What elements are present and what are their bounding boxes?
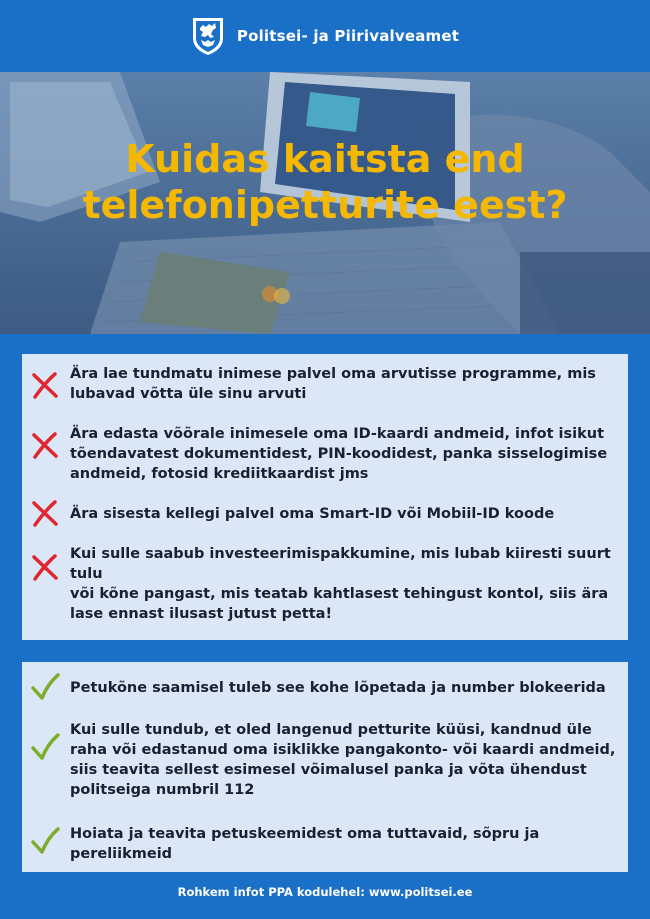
hero-title-line-2: telefonipetturite eest? [82, 183, 568, 227]
do-item-2-text: Kui sulle tundub, et oled langenud petturite küüsi, kandnud üle raha või edastanud oma isiklikke pangakonto- või kaardi andmeid, siis teavita sellest esimesel võimalusel panka ja võta ühendust politseiga numbril 112 [70, 722, 616, 798]
hero-banner [0, 72, 650, 334]
dos-panel [22, 662, 628, 872]
hero-title [0, 136, 650, 228]
header [0, 0, 650, 72]
dont-item-3-text: Ära sisesta kellegi palvel oma Smart-ID või Mobiil-ID koode [70, 506, 555, 522]
red-cross-icon [30, 552, 60, 582]
do-item-3-text: Hoiata ja teavita petuskeemidest oma tuttavaid, sõpru ja pereliikmeid [70, 826, 540, 862]
org-name: Politsei- ja Piirivalveamet [236, 27, 460, 45]
dont-item-4-line-1: Kui sulle saabub investeerimispakkumine, mis lubab kiiresti suurt tulu [70, 546, 611, 582]
footer-info: Rohkem infot PPA kodulehel: www.politsei.ee [177, 885, 473, 899]
dont-item-2-text: Ära edasta võõrale inimesele oma ID-kaardi andmeid, infot isikut tõendavatest dokumentidest, PIN-koodidest, panka sisselogimise andmeid, fotosid krediitkaardist jms [70, 426, 608, 482]
red-cross-icon [30, 370, 60, 400]
green-check-icon [30, 826, 60, 856]
do-item-1-text: Petukõne saamisel tuleb see kohe lõpetada ja number blokeerida [70, 680, 606, 696]
donts-panel [22, 354, 628, 640]
dont-item-1-text: Ära lae tundmatu inimese palvel oma arvutisse programme, mis lubavad võtta üle sinu arvuti [70, 366, 596, 402]
police-crest-icon [191, 16, 225, 56]
hero-title-line-1: Kuidas kaitsta end [125, 137, 525, 181]
red-cross-icon [30, 430, 60, 460]
dont-item-4-text [70, 544, 622, 624]
red-cross-icon [30, 498, 60, 528]
dont-item-4-line-2: või kõne pangast, mis teatab kahtlasest tehingust kontol, siis ära lase ennast ilusast jutust petta! [70, 586, 609, 622]
green-check-icon [30, 732, 60, 762]
green-check-icon [30, 672, 60, 702]
